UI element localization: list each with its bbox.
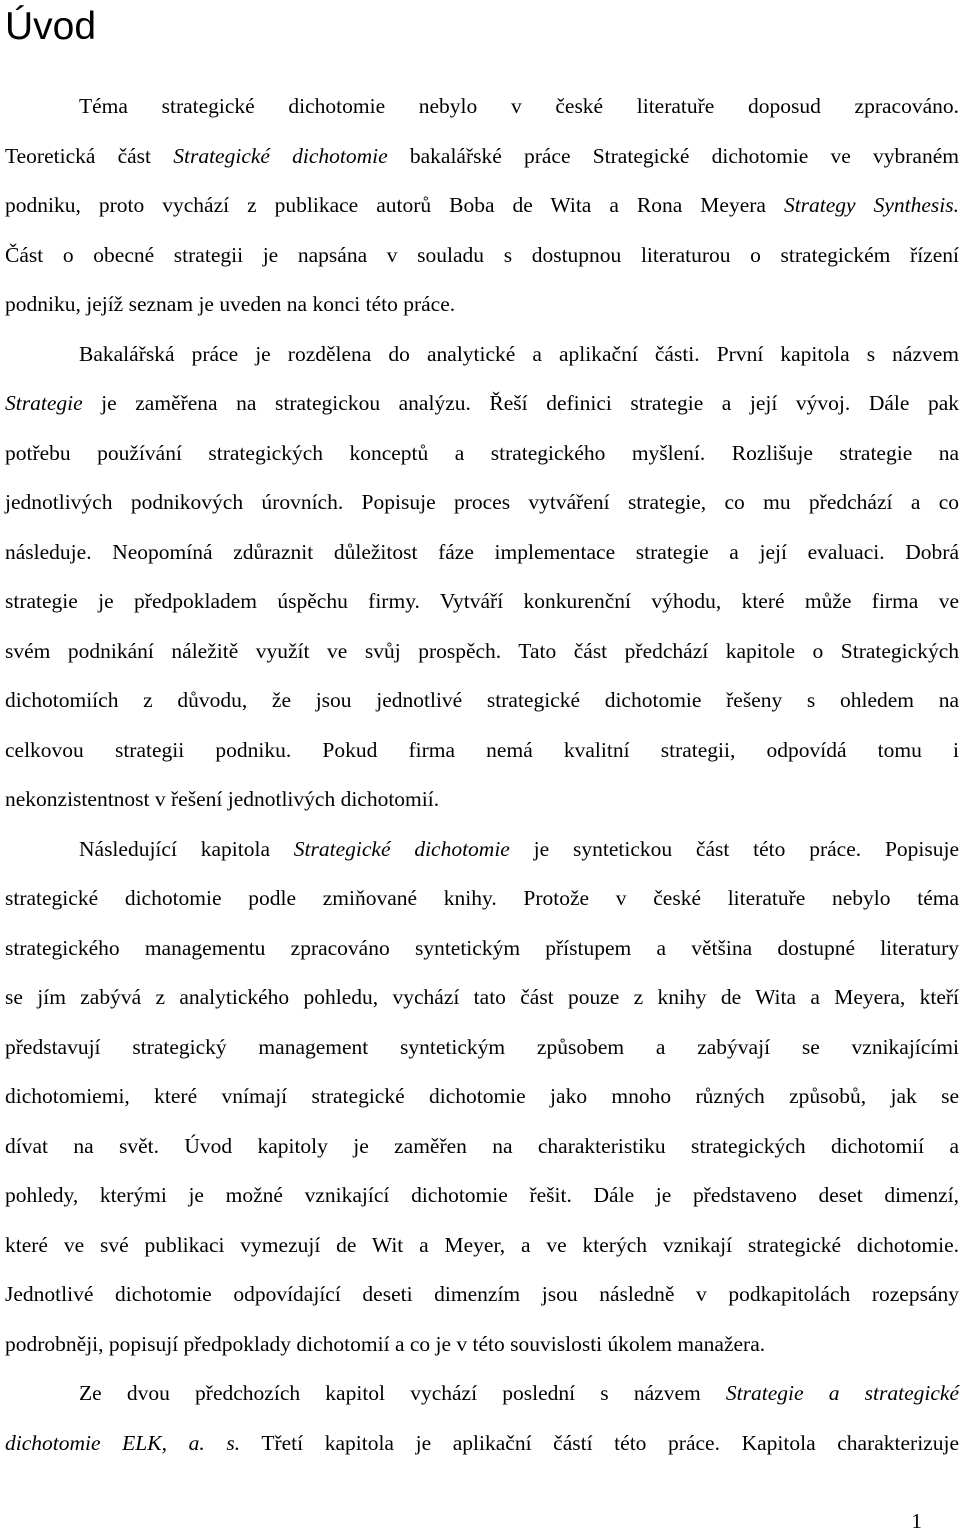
text-line: Teoretická část Strategické dichotomie bakalářské práce Strategické dichotomie ve vybraném (5, 143, 959, 168)
text-line: potřebu používání strategických konceptů a strategického myšlení. Rozlišuje strategie na (5, 440, 959, 465)
text-line: svém podnikání náležitě využít ve svůj prospěch. Tato část předchází kapitole o Strategických (5, 638, 959, 663)
page-title: Úvod (5, 5, 97, 48)
text-line: strategického managementu zpracováno syntetickým přístupem a většina dostupné literatury (5, 935, 959, 960)
page-number: 1 (911, 1509, 922, 1533)
text-line: Strategie je zaměřena na strategickou analýzu. Řeší definici strategie a její vývoj. Dále pak (5, 391, 959, 415)
italic-title: Strategy Synthesis. (783, 193, 959, 217)
text-line: Část o obecné strategii je napsána v souladu s dostupnou literaturou o strategickém řízení (5, 242, 959, 267)
text-line: dichotomiích z důvodu, že jsou jednotlivé strategické dichotomie řešeny s ohledem na (5, 688, 959, 712)
text-line: se jím zabývá z analytického pohledu, vychází tato část pouze z knihy de Wita a Meyera, kteří (5, 985, 959, 1009)
text-line: Jednotlivé dichotomie odpovídající deseti dimenzím jsou následně v podkapitolách rozepsány (5, 1282, 959, 1306)
text-line: Téma strategické dichotomie nebylo v české literatuře doposud zpracováno. (79, 94, 959, 118)
text-line: Ze dvou předchozích kapitol vychází poslední s názvem Strategie a strategické (79, 1381, 960, 1405)
text-line: celkovou strategii podniku. Pokud firma nemá kvalitní strategii, odpovídá tomu i (5, 737, 959, 762)
italic-title: Strategické dichotomie (173, 143, 388, 168)
text-line: představují strategický management syntetickým způsobem a zabývají se vznikajícími (5, 1034, 959, 1059)
text-line: pohledy, kterými je možné vznikající dichotomie řešit. Dále je představeno deset dimenzí, (5, 1183, 959, 1207)
text-line: dívat na svět. Úvod kapitoly je zaměřen na charakteristiku strategických dichotomií a (5, 1133, 959, 1158)
text-line: jednotlivých podnikových úrovních. Popisuje proces vytváření strategie, co mu předchází a co (5, 490, 959, 514)
text-line: nekonzistentnost v řešení jednotlivých dichotomií. (5, 787, 440, 811)
italic-title: dichotomie ELK, a. s. (5, 1430, 241, 1455)
document-body (5, 82, 959, 1468)
text-line: strategické dichotomie podle zmiňované knihy. Protože v české literatuře nebylo téma (5, 886, 959, 910)
text-line: podniku, proto vychází z publikace autorů Boba de Wita a Rona Meyera Strategy Synthesis. (5, 193, 959, 217)
text-line: strategie je předpokladem úspěchu firmy. Vytváří konkurenční výhodu, které může firma ve (5, 589, 959, 613)
text-line: dichotomiemi, které vnímají strategické dichotomie jako mnoho různých způsobů, jak se (5, 1084, 959, 1108)
italic-title: Strategické dichotomie (293, 836, 510, 861)
text-line: následuje. Neopomíná zdůraznit důležitost fáze implementace strategie a její evaluaci. Dobrá (5, 539, 959, 564)
text-line: podniku, jejíž seznam je uveden na konci této práce. (5, 292, 456, 316)
text-line: Bakalářská práce je rozdělena do analytické a aplikační části. První kapitola s názvem (79, 341, 959, 366)
italic-title: Strategie (5, 391, 83, 415)
text-line: které ve své publikaci vymezují de Wit a Meyer, a ve kterých vznikají strategické dichotomie. (5, 1232, 959, 1257)
text-line: dichotomie ELK, a. s. Třetí kapitola je aplikační částí této práce. Kapitola charakterizuje (5, 1430, 959, 1455)
italic-title: Strategie a strategické (725, 1381, 960, 1405)
text-line: podrobněji, popisují předpoklady dichotomií a co je v této souvislosti úkolem manažera. (5, 1331, 766, 1356)
text-line: Následující kapitola Strategické dichotomie je syntetickou část této práce. Popisuje (79, 836, 960, 861)
